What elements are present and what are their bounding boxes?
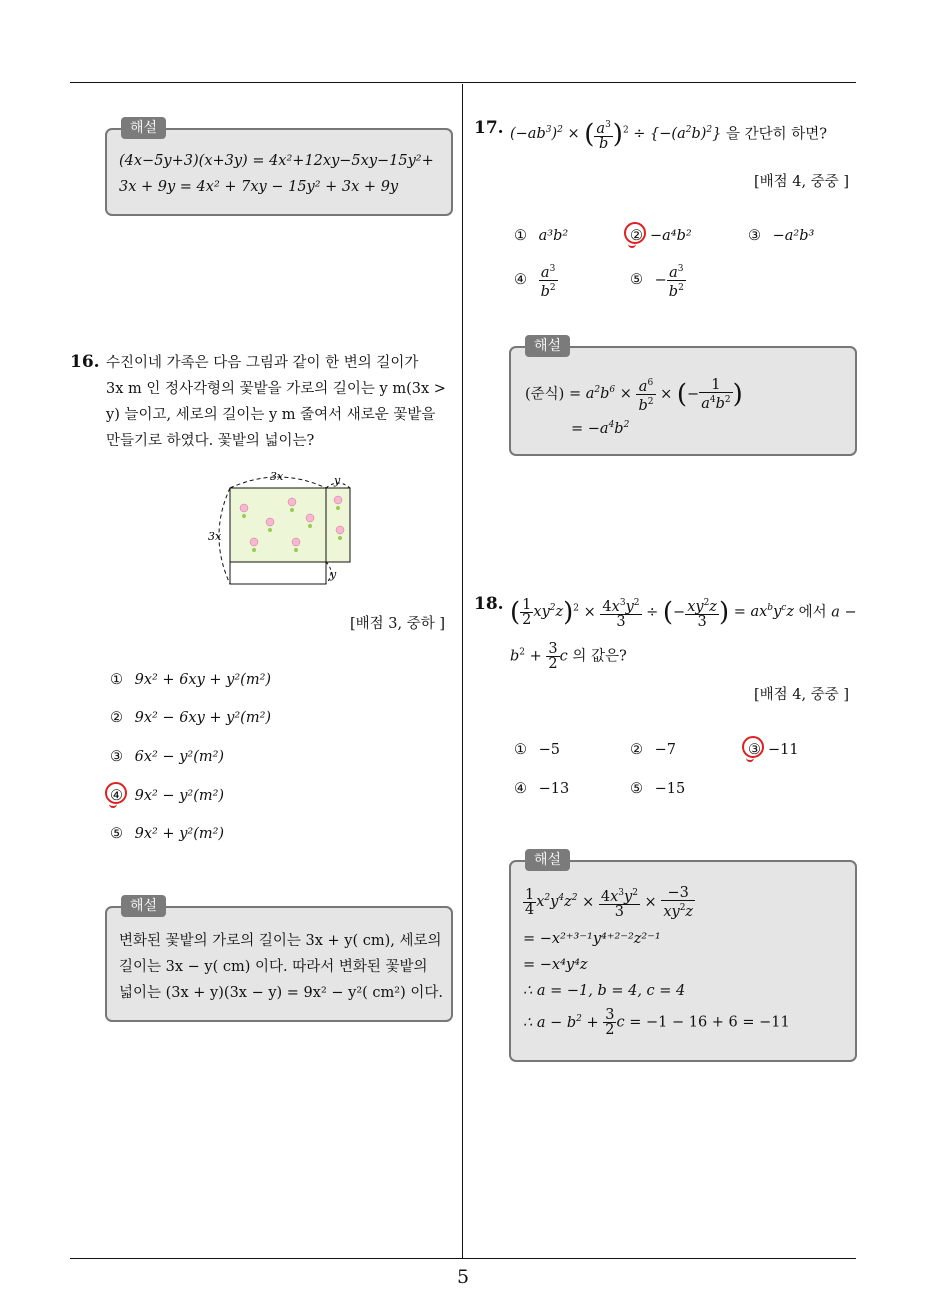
solution-line: = −x²⁺³⁻¹y⁴⁺²⁻²z²⁻¹ [523, 931, 661, 947]
choice-item[interactable] [514, 262, 558, 299]
solution-line: (4x−5y+3)(x+3y) = 4x²+12xy−5xy−15y²+ [119, 153, 434, 169]
solution-box-16 [105, 898, 453, 1022]
solution-prefix: (준식) [525, 386, 565, 403]
solution-line: = $-a^4b^2$ [571, 420, 630, 437]
choice-number: ⑤ [630, 781, 643, 797]
question-text-line: 3x m 인 정사각형의 꽃밭을 가로의 길이는 y m(3x > [106, 381, 446, 397]
choice-number: ③ [110, 749, 123, 765]
question-text-line: 만들기로 하였다. 꽃밭의 넓이는? [106, 433, 315, 449]
page-number: 5 [456, 1266, 470, 1288]
solution-line: 넓이는 (3x + y)(3x − y) = 9x² − y²( cm²) 이다. [119, 985, 443, 1001]
answer-mark-circle [624, 222, 646, 244]
choice-number: ① [514, 228, 527, 244]
question-suffix: 에서 [798, 604, 827, 621]
solution-box-15 [105, 120, 453, 216]
choice-item[interactable] [110, 824, 224, 844]
question-meta: [배점 3, 중하 ] [350, 616, 446, 632]
choice-text: 9x² + 6xy + y²(m²) [134, 672, 272, 688]
choice-text: 9x² + y²(m²) [134, 826, 225, 842]
solution-line: ∴ $a - b^2$ + $\frac{3}{2}$ c = −1 − 16 + 6 = −11 [523, 1007, 790, 1038]
choice-number: ① [514, 742, 527, 758]
solution-line: 3x + 9y = 4x² + 7xy − 15y² + 3x + 9y [119, 179, 399, 195]
solution-tag: 해설 [121, 895, 166, 917]
question-meta: [배점 4, 중중 ] [754, 687, 850, 703]
choice-number: ③ [748, 228, 761, 244]
column-divider [462, 84, 463, 1258]
choice-item[interactable] [514, 740, 560, 760]
question-suffix: 을 간단히 하면? [726, 126, 828, 143]
choice-item[interactable] [630, 779, 685, 799]
answer-mark-circle [742, 736, 764, 758]
question-text-line: y) 늘이고, 세로의 길이는 y m 줄여서 새로운 꽃밭을 [106, 407, 436, 423]
choice-text: −11 [768, 742, 799, 758]
choice-fraction: $\frac{a^3}{b^2}$ [540, 264, 556, 300]
question-meta: [배점 4, 중중 ] [754, 174, 850, 190]
solution-line: ∴ a = −1, b = 4, c = 4 [523, 983, 686, 999]
choice-item[interactable] [748, 226, 814, 246]
choice-item[interactable] [630, 740, 676, 760]
solution-line: = −x⁴y⁴z [523, 957, 588, 973]
choice-item[interactable] [110, 670, 271, 690]
choice-item[interactable] [110, 708, 271, 728]
choice-text: 9x² − 6xy + y²(m²) [134, 710, 272, 726]
choice-number: ⑤ [630, 272, 643, 289]
question-number: 18. [474, 594, 504, 614]
choice-text: −15 [654, 781, 686, 797]
choice-item[interactable] [514, 226, 568, 246]
choice-item[interactable]: ⑤ − $\frac{a^3}{b^2}$ [630, 264, 684, 300]
figure-label-y-bottom: y [330, 568, 337, 581]
solution-line: 변화된 꽃밭의 가로의 길이는 3x + y( cm), 세로의 [119, 933, 442, 949]
choice-item[interactable] [110, 747, 224, 767]
choice-number: ⑤ [110, 826, 123, 842]
solution-tag: 해설 [525, 849, 570, 871]
solution-line: 길이는 3x − y( cm) 이다. 따라서 변화된 꽃밭의 [119, 959, 428, 975]
solution-box-17 [509, 338, 857, 456]
solution-line: $\frac{1}{4}$ $x^2y^4z^2$ × $\frac{4x^3y^2}{3}$ × $\frac{-3}{xy^2z}$ [525, 885, 694, 920]
answer-mark-circle [105, 782, 127, 804]
choice-number: ④ [514, 781, 527, 797]
choice-text: −7 [654, 742, 676, 758]
choice-number: ② [110, 710, 123, 726]
question-expression: $b^2$ + $\frac{3}{2}$ c 의 값은? [510, 641, 627, 672]
question-expression: ( $\frac{1}{2}$ $xy^2z)^2$ × $\frac{4x^3y^2}{3}$ ÷ (− $\frac{xy^2z}{3}$ ) = $ax^by^cz$ 에서 a − [510, 596, 857, 630]
choice-number: ① [110, 672, 123, 688]
question-expression: $(-ab^3)^2$ × ( $\frac{a^3}{b}$ )$^2 \div \{-(a^2b)^2\}$ 을 간단히 하면? [510, 119, 828, 152]
choice-number: ② [630, 228, 643, 244]
choice-item[interactable] [514, 779, 569, 799]
choice-fraction: $\frac{a^3}{b^2}$ [668, 264, 684, 300]
choice-text: −5 [538, 742, 560, 758]
choice-number: ② [630, 742, 643, 758]
solution-tag: 해설 [525, 335, 570, 357]
top-rule [70, 82, 856, 83]
solution-box-18 [509, 852, 857, 1062]
figure-label-y-top: y [334, 474, 341, 487]
question-number: 17. [474, 118, 504, 138]
choice-text: −13 [538, 781, 570, 797]
question-suffix: 의 값은? [572, 648, 627, 665]
choice-text: 9x² − y²(m²) [134, 788, 225, 804]
question-text-line: 수진이네 가족은 다음 그림과 같이 한 변의 길이가 [106, 355, 419, 371]
figure-label-top: 3x [270, 470, 284, 483]
solution-line: (준식) = $a^2b^6$ × $\frac{a^6}{b^2}$ × (− $\frac{1}{a^4b^2}$ ) [525, 376, 743, 414]
choice-text: 6x² − y²(m²) [134, 749, 225, 765]
bottom-rule [70, 1258, 856, 1259]
choice-item[interactable] [110, 786, 224, 806]
question-number: 16. [70, 352, 100, 372]
choice-text: a³b² [538, 228, 569, 244]
choice-text: −a²b³ [772, 228, 815, 244]
flower-bed-figure [200, 468, 360, 592]
figure-label-left: 3x [208, 530, 222, 543]
choice-number: ④ [110, 788, 123, 804]
choice-number: ③ [748, 742, 761, 758]
choice-text: −a⁴b² [650, 228, 692, 244]
solution-tag: 해설 [121, 117, 166, 139]
choice-number: ④ [514, 272, 527, 289]
